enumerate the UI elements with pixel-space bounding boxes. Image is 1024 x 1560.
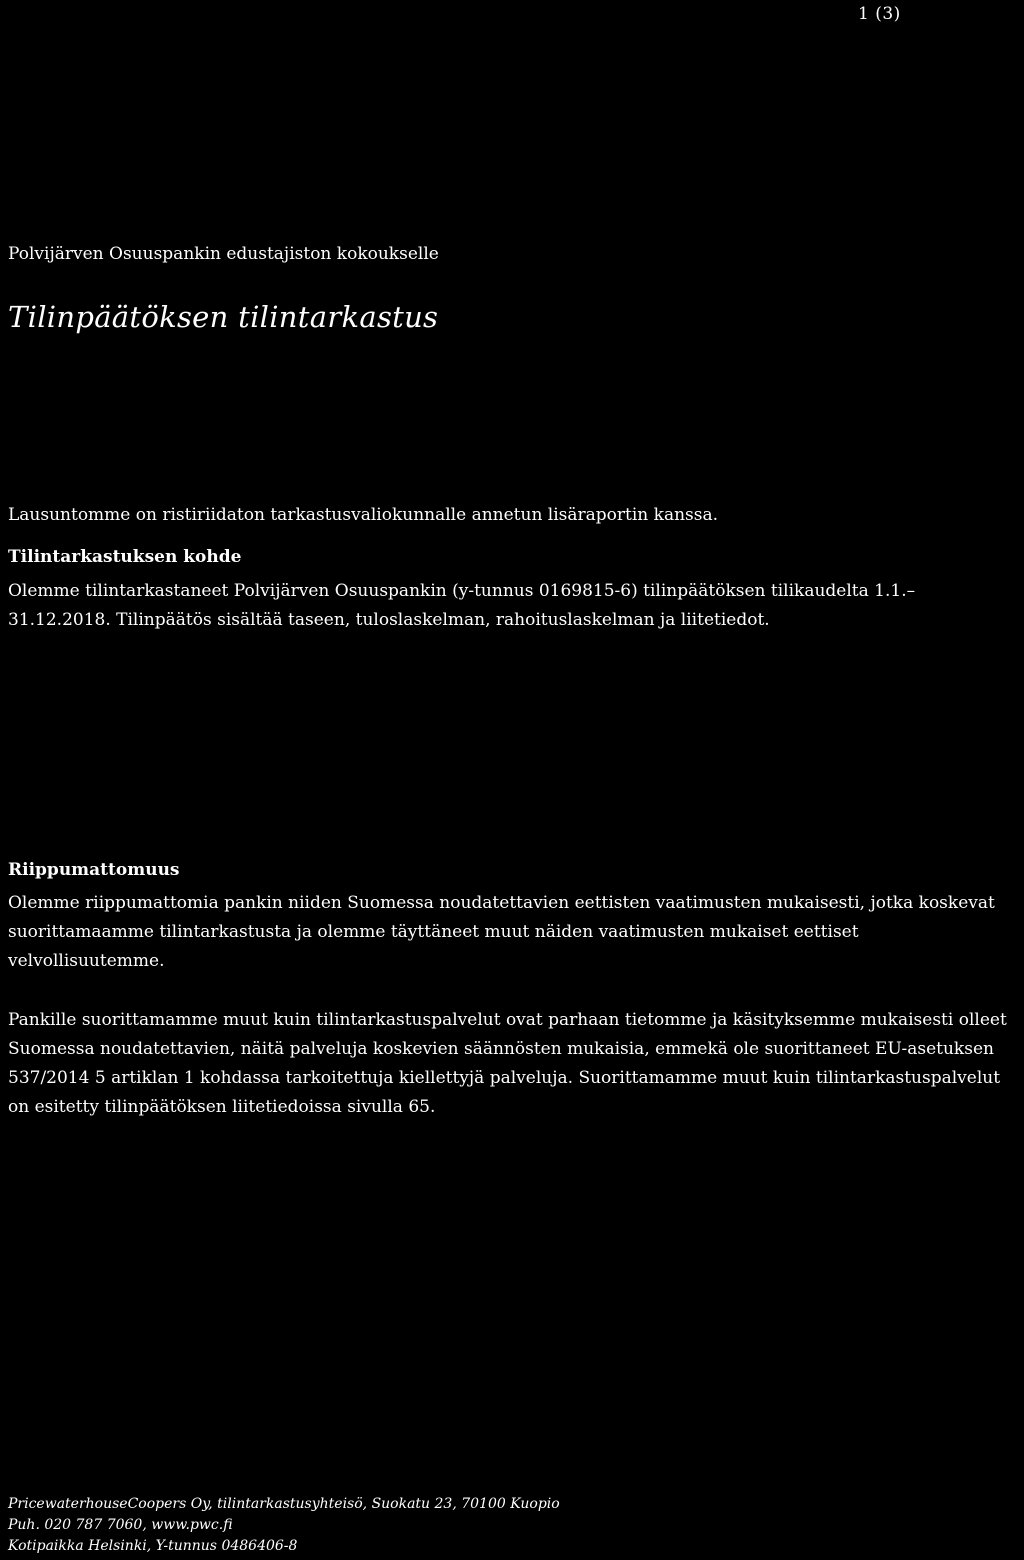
recipient-line: Polvijärven Osuuspankin edustajiston kokoukselle <box>8 244 439 264</box>
footer <box>8 1494 560 1557</box>
statement-paragraph: Lausuntomme on ristiriidaton tarkastusvaliokunnalle annetun lisäraportin kanssa. <box>8 505 719 525</box>
footer-registration: Kotipaikka Helsinki, Y-tunnus 0486406-8 <box>8 1538 298 1554</box>
independence-paragraph-2: Pankille suorittamamme muut kuin tilintarkastuspalvelut ovat parhaan tietomme ja käsityksemme mukaisesti olleet Suomessa noudatettavien, näitä palveluja koskevien säännösten mukaisia, emmekä ole suorittaneet EU-asetuksen 537/2014 5 artiklan 1 kohdassa tarkoitettuja kiellettyjä palveluja. Suorittamamme muut kuin tilintarkastuspalvelut on esitetty tilinpäätöksen liitetiedoissa sivulla 65. <box>8 1010 1007 1117</box>
page-number: 1 (3) <box>858 4 901 24</box>
section-heading-audit-subject: Tilintarkastuksen kohde <box>8 547 242 567</box>
footer-address: PricewaterhouseCoopers Oy, tilintarkastusyhteisö, Suokatu 23, 70100 Kuopio <box>8 1496 560 1512</box>
footer-contact: Puh. 020 787 7060, www.pwc.fi <box>8 1517 233 1533</box>
audit-subject-paragraph: Olemme tilintarkastaneet Polvijärven Osuuspankin (y-tunnus 0169815-6) tilinpäätöksen tilikaudelta 1.1.–31.12.2018. Tilinpäätös sisältää taseen, tuloslaskelman, rahoituslaskelman ja liitetiedot. <box>8 581 916 630</box>
section-heading-independence: Riippumattomuus <box>8 860 180 880</box>
independence-paragraph-1: Olemme riippumattomia pankin niiden Suomessa noudatettavien eettisten vaatimusten mukaisesti, jotka koskevat suorittamaamme tilintarkastusta ja olemme täyttäneet muut näiden vaatimusten mukaiset eettiset velvollisuutemme. <box>8 893 995 971</box>
document-title: Tilinpäätöksen tilintarkastus <box>8 300 439 334</box>
